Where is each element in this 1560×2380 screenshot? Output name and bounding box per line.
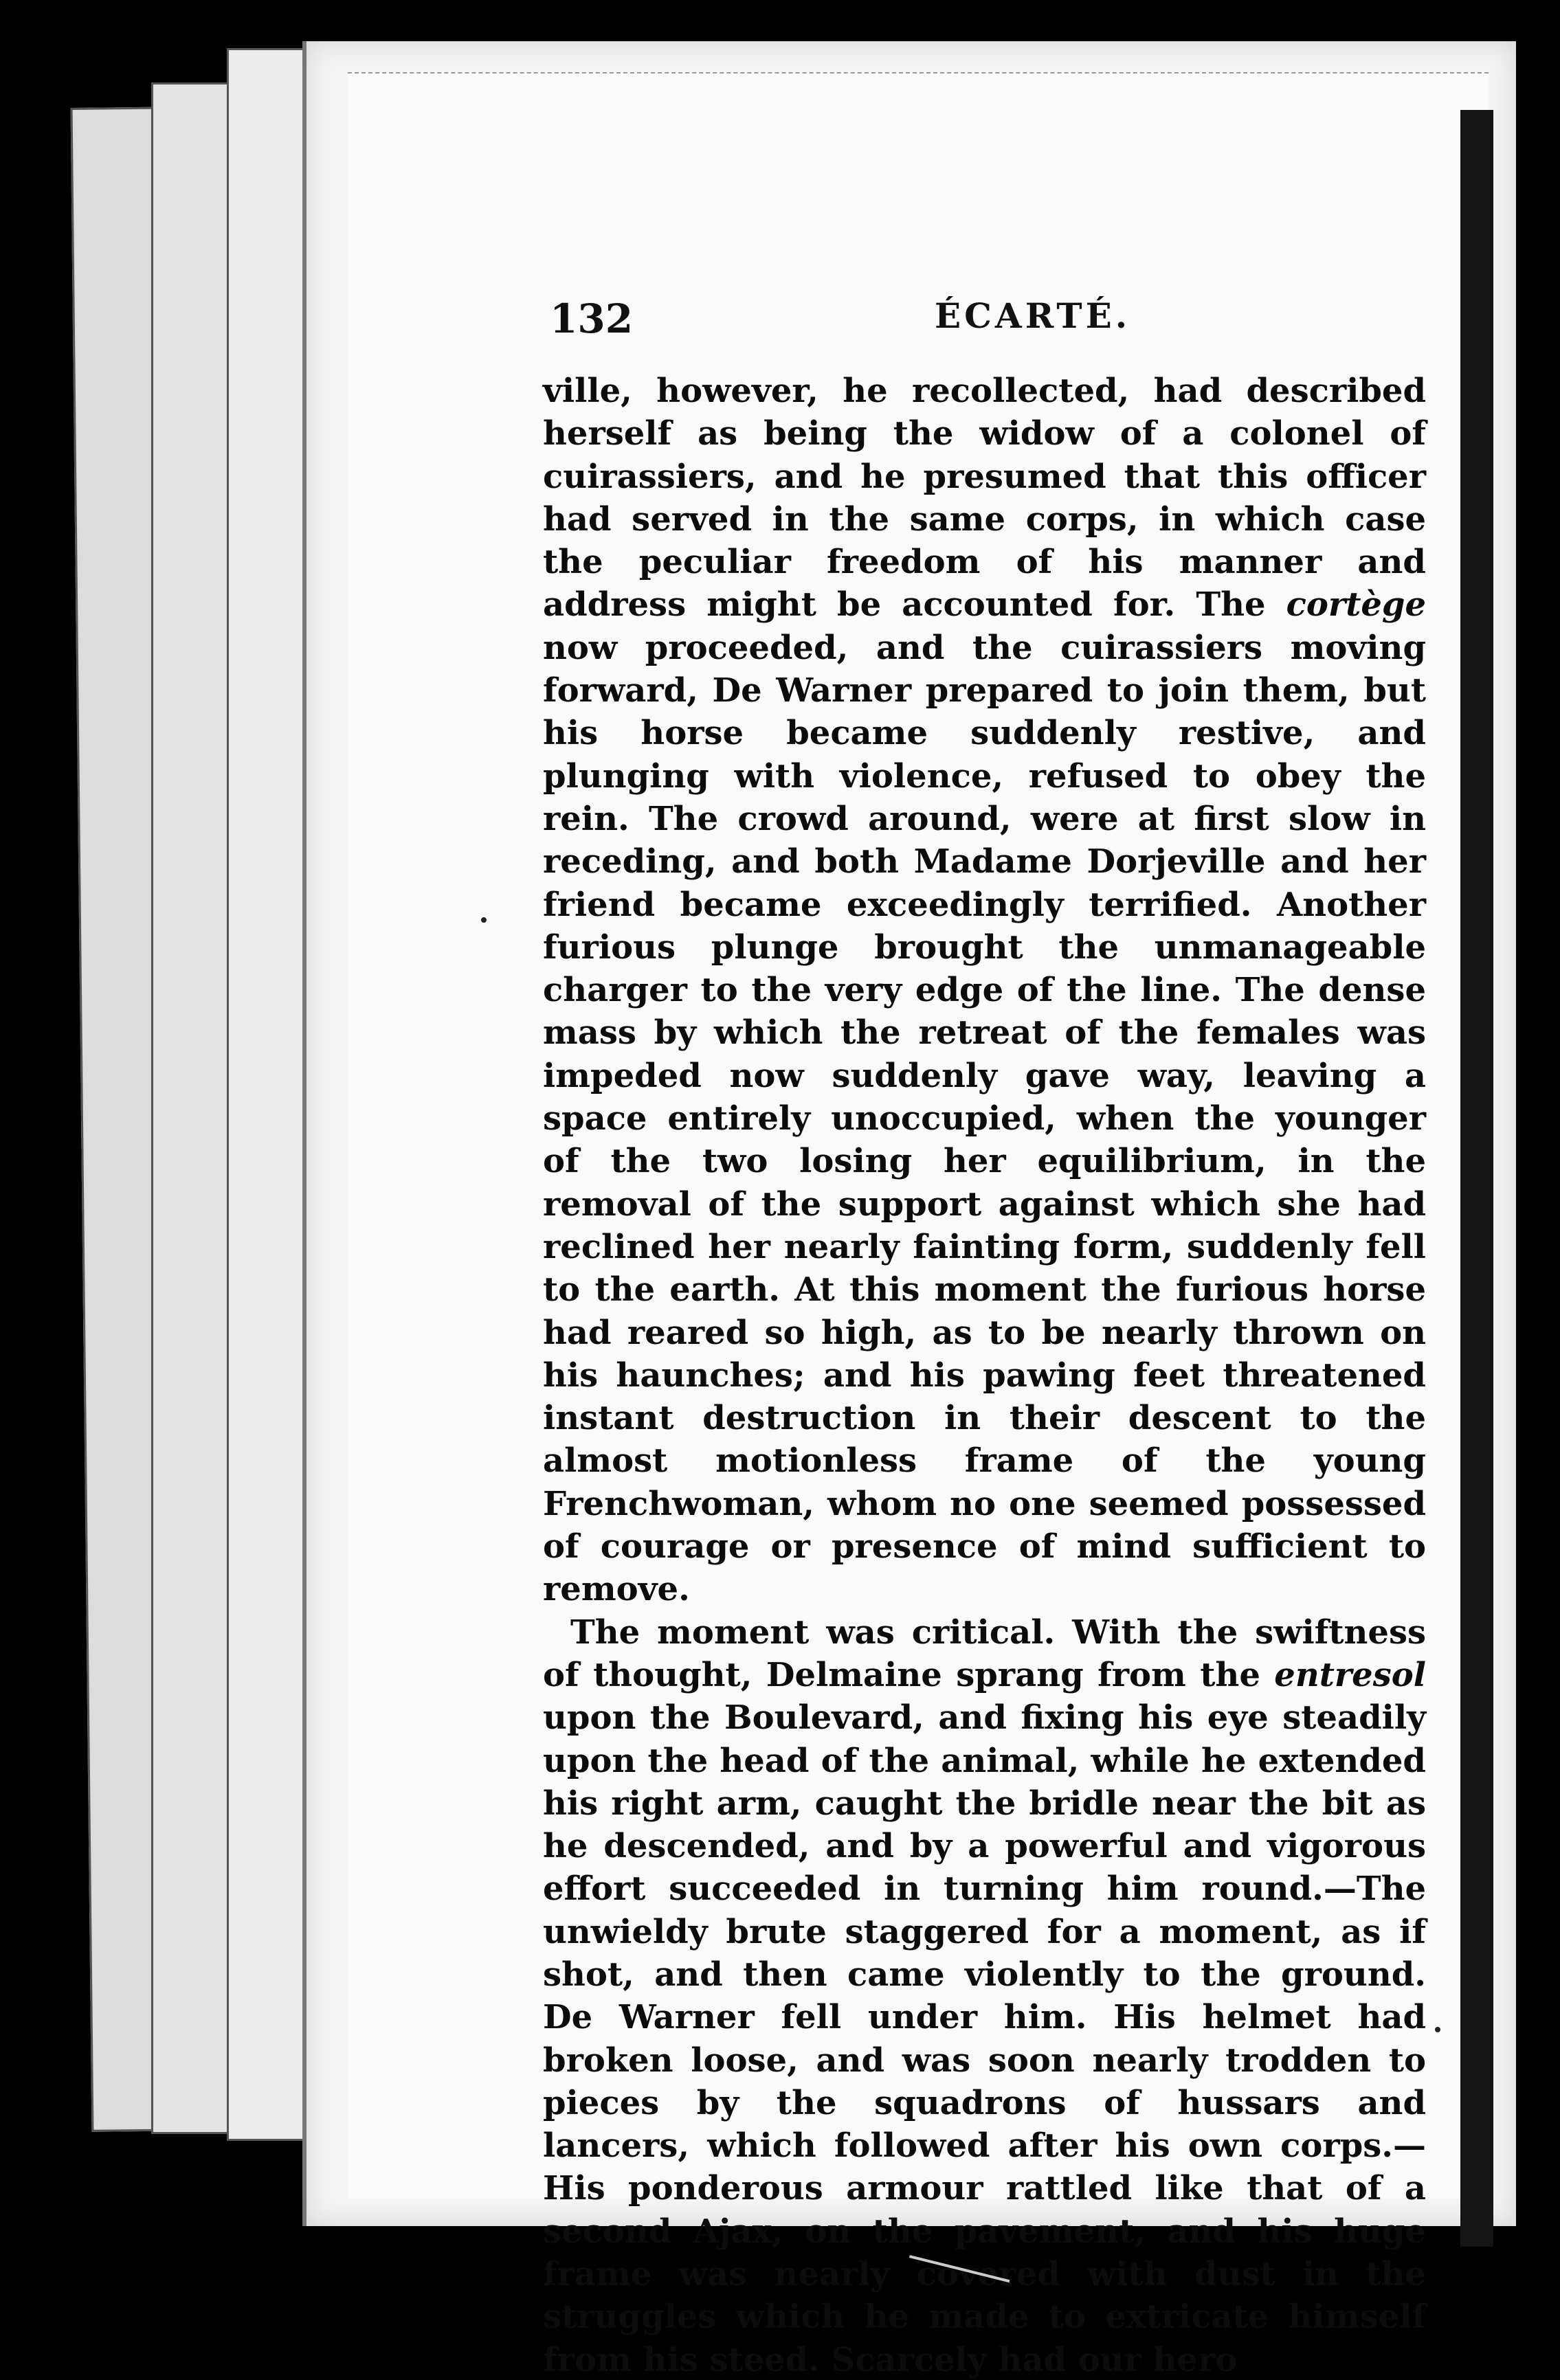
speck-mark: [1435, 2027, 1440, 2032]
text-segment: upon the Boulevard, and fixing his eye steadily upon the head of the animal, while he extended his right arm, caught the bridle near the bit as he descended, and by a powerful and vigorous effort succeeded in turning him round.—The unwieldy brute staggered for a moment, as if shot, and then came violently to the ground. De Warner fell under him. His helmet had broken loose, and was soon nearly trodden to pieces by the squadrons of hussars and lancers, which followed after his own corps.—His ponderous armour rattled like that of a second Ajax, on the pavement, and his huge frame was nearly covered with dust in the struggles which he made to extricate himself from his steed. Scarcely had our hero: [543, 1698, 1426, 2379]
paragraph: [543, 370, 1426, 1611]
text-segment: now proceeded, and the cuirassiers moving forward, De Warner prepared to join them, but his horse became suddenly restive, and plunging with violence, refused to obey the rein. The crowd around, were at first slow in receding, and both Madame Dorjeville and her friend became exceedingly terrified. Another furious plunge brought the unmanageable charger to the very edge of the line. The dense mass by which the retreat of the females was impeded now suddenly gave way, leaving a space entirely unoccupied, when the younger of the two losing her equilibrium, in the removal of the support against which she had reclined her nearly fainting form, suddenly fell to the earth. At this moment the furious horse had reared so high, as to be nearly thrown on his haunches; and his pawing feet threatened instant destruction in their descent to the almost motionless frame of the young Frenchwoman, whom no one seemed possessed of courage or presence of mind sufficient to remove.: [543, 628, 1426, 1609]
page-gutter-shadow: [1460, 110, 1493, 2247]
italic-text-segment: entresol: [1274, 1655, 1426, 1694]
speck-mark: [481, 917, 487, 923]
italic-text-segment: cortège: [1286, 585, 1426, 625]
text-segment: The moment was critical. With the swiftness of thought, Delmaine sprang from the: [543, 1613, 1426, 1694]
body-text: [543, 370, 1426, 2380]
text-segment: ville, however, he recollected, had described herself as being the widow of a colonel of cuirassiers, and he presumed that this officer had served in the same corps, in which case the peculiar freedom of his manner and address might be accounted for. The: [543, 372, 1426, 625]
running-head: [550, 295, 1443, 350]
page-number: 132: [550, 295, 634, 342]
paragraph: [543, 1611, 1426, 2380]
running-head-title: ÉCARTÉ.: [935, 295, 1131, 336]
